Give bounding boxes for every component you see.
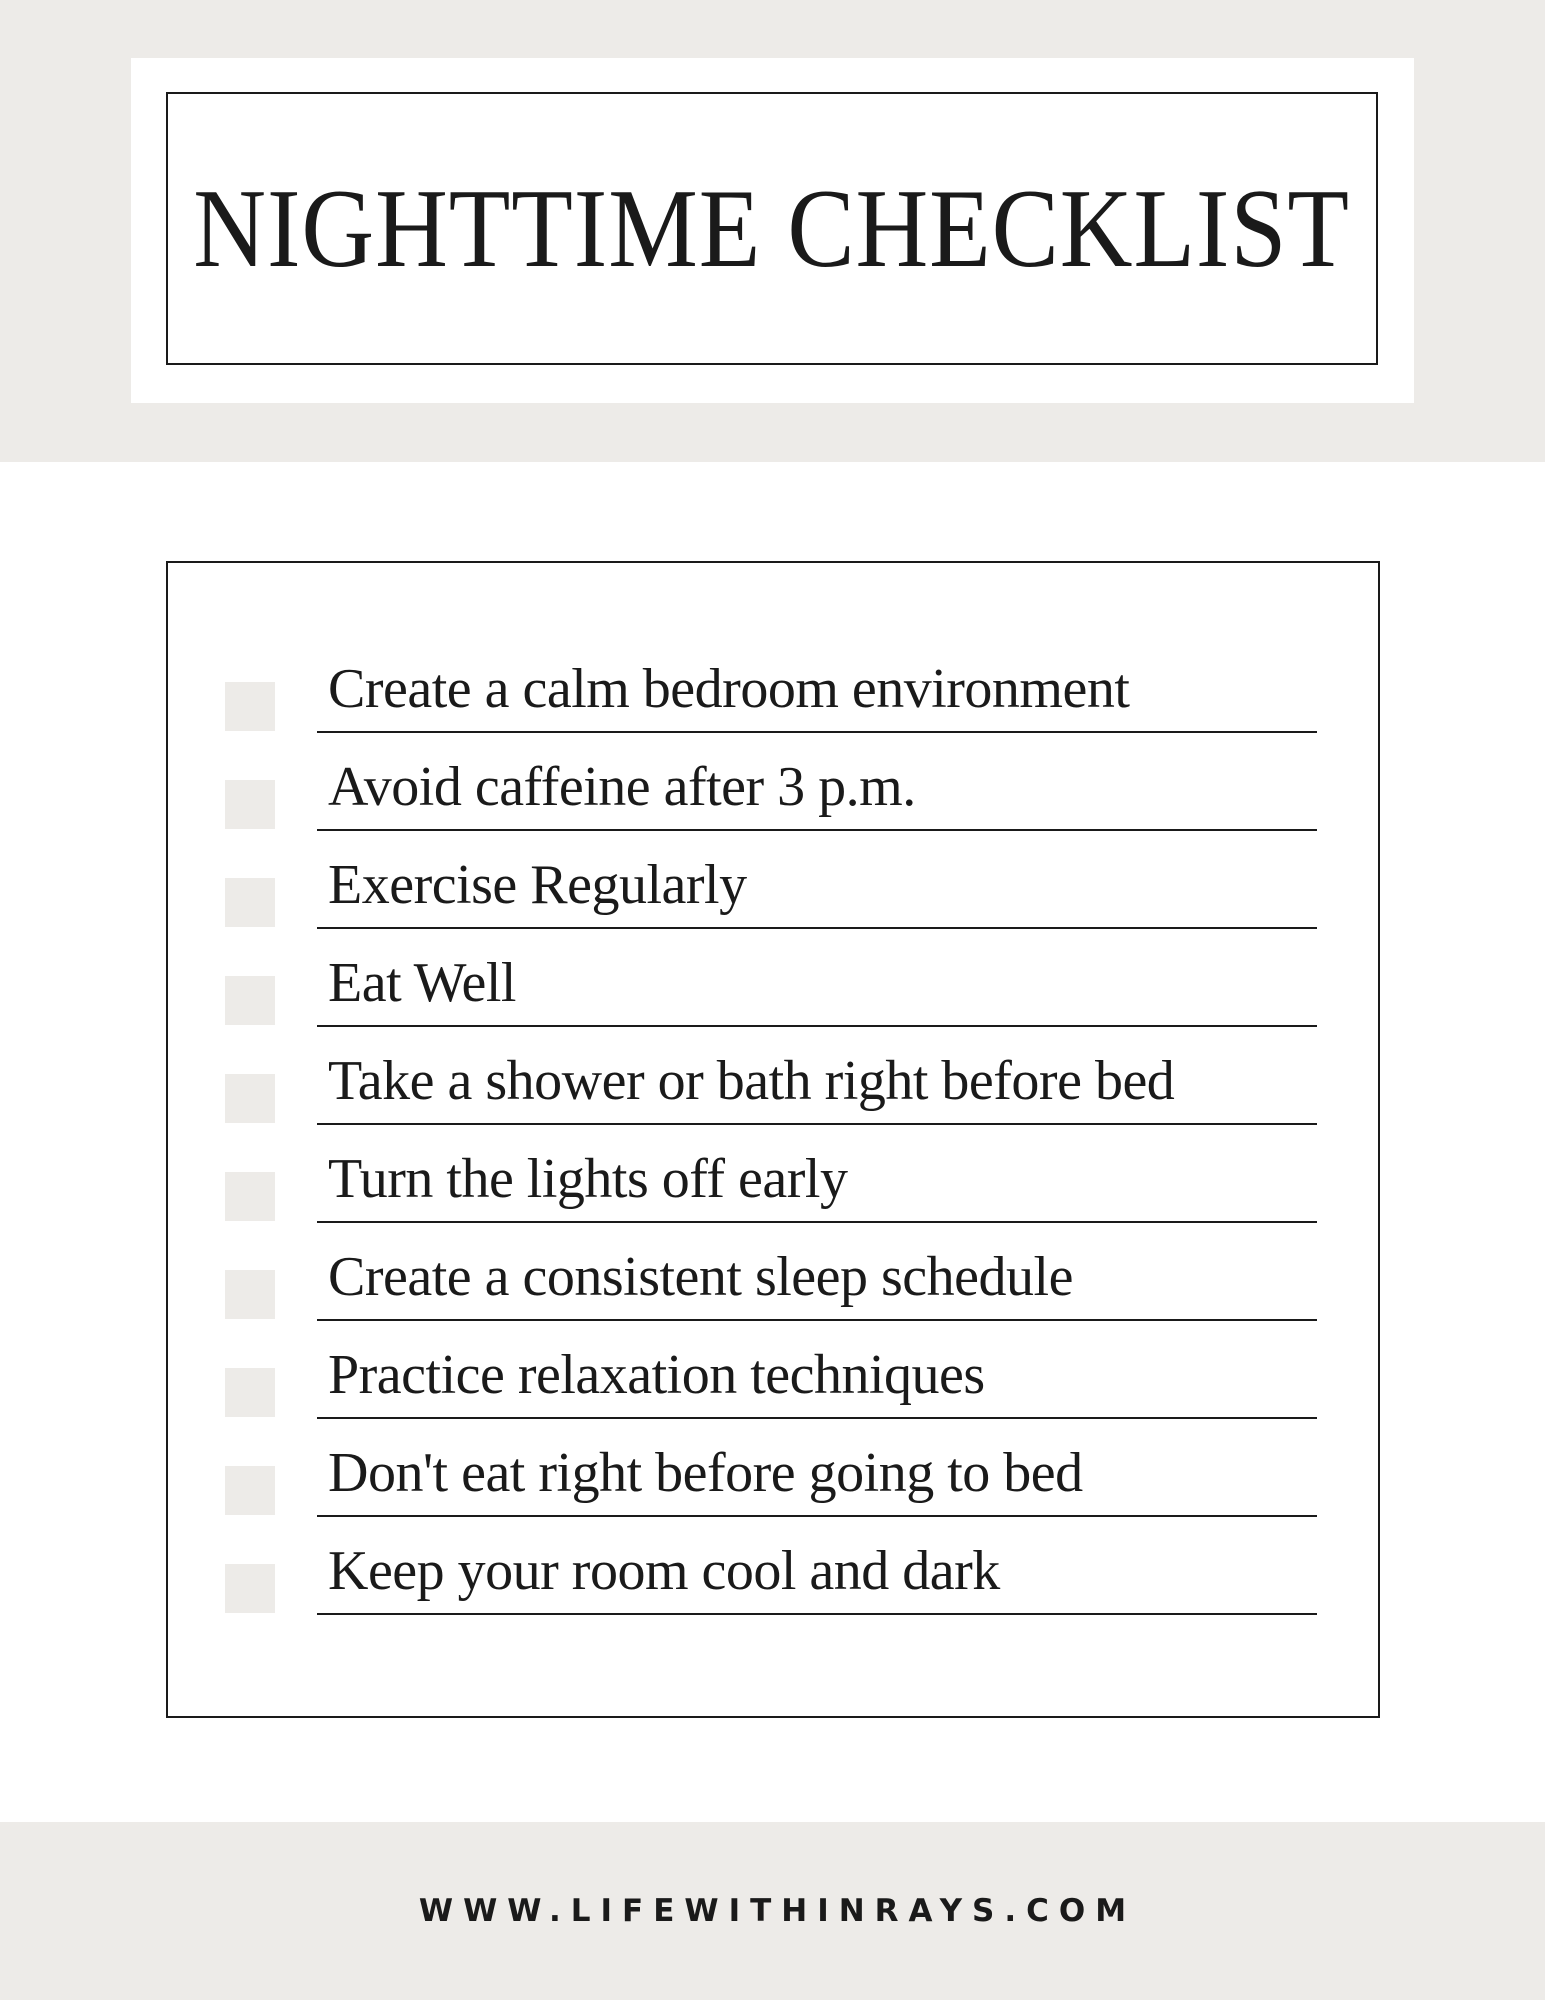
checklist-item-label: Keep your room cool and dark — [328, 1540, 1000, 1602]
checkbox[interactable] — [225, 1564, 275, 1613]
page-title: NIGHTTIME CHECKLIST — [193, 166, 1351, 291]
footer-website-url: WWW.LIFEWITHINRAYS.COM — [418, 1893, 1137, 1929]
checklist-item — [168, 635, 1378, 733]
checklist-item-label: Create a consistent sleep schedule — [328, 1246, 1073, 1308]
checklist-item-label: Take a shower or bath right before bed — [328, 1050, 1175, 1112]
checklist-item — [168, 1321, 1378, 1419]
writing-line — [317, 1613, 1317, 1615]
checkbox[interactable] — [225, 878, 275, 927]
checklist-item-label: Eat Well — [328, 952, 516, 1014]
checkbox[interactable] — [225, 780, 275, 829]
checkbox[interactable] — [225, 1074, 275, 1123]
title-frame — [166, 92, 1378, 365]
header-band — [0, 0, 1545, 462]
checklist-item — [168, 733, 1378, 831]
checklist-item-label: Create a calm bedroom environment — [328, 658, 1130, 720]
checkbox[interactable] — [225, 1270, 275, 1319]
checklist-frame — [166, 561, 1380, 1718]
checklist-item — [168, 1223, 1378, 1321]
checkbox[interactable] — [225, 1368, 275, 1417]
checklist-item-label: Don't eat right before going to bed — [328, 1442, 1083, 1504]
checkbox[interactable] — [225, 1172, 275, 1221]
checkbox[interactable] — [225, 1466, 275, 1515]
checklist-item — [168, 1419, 1378, 1517]
checkbox[interactable] — [225, 682, 275, 731]
checkbox[interactable] — [225, 976, 275, 1025]
checklist-item-label: Turn the lights off early — [328, 1148, 848, 1210]
checklist-item — [168, 1027, 1378, 1125]
checklist-item — [168, 929, 1378, 1027]
checklist-item — [168, 1517, 1378, 1615]
checklist-item-label: Practice relaxation techniques — [328, 1344, 985, 1406]
footer-band — [0, 1822, 1545, 2000]
checklist-item-label: Avoid caffeine after 3 p.m. — [328, 756, 916, 818]
checklist-item-label: Exercise Regularly — [328, 854, 747, 916]
checklist-item — [168, 831, 1378, 929]
checklist-item — [168, 1125, 1378, 1223]
